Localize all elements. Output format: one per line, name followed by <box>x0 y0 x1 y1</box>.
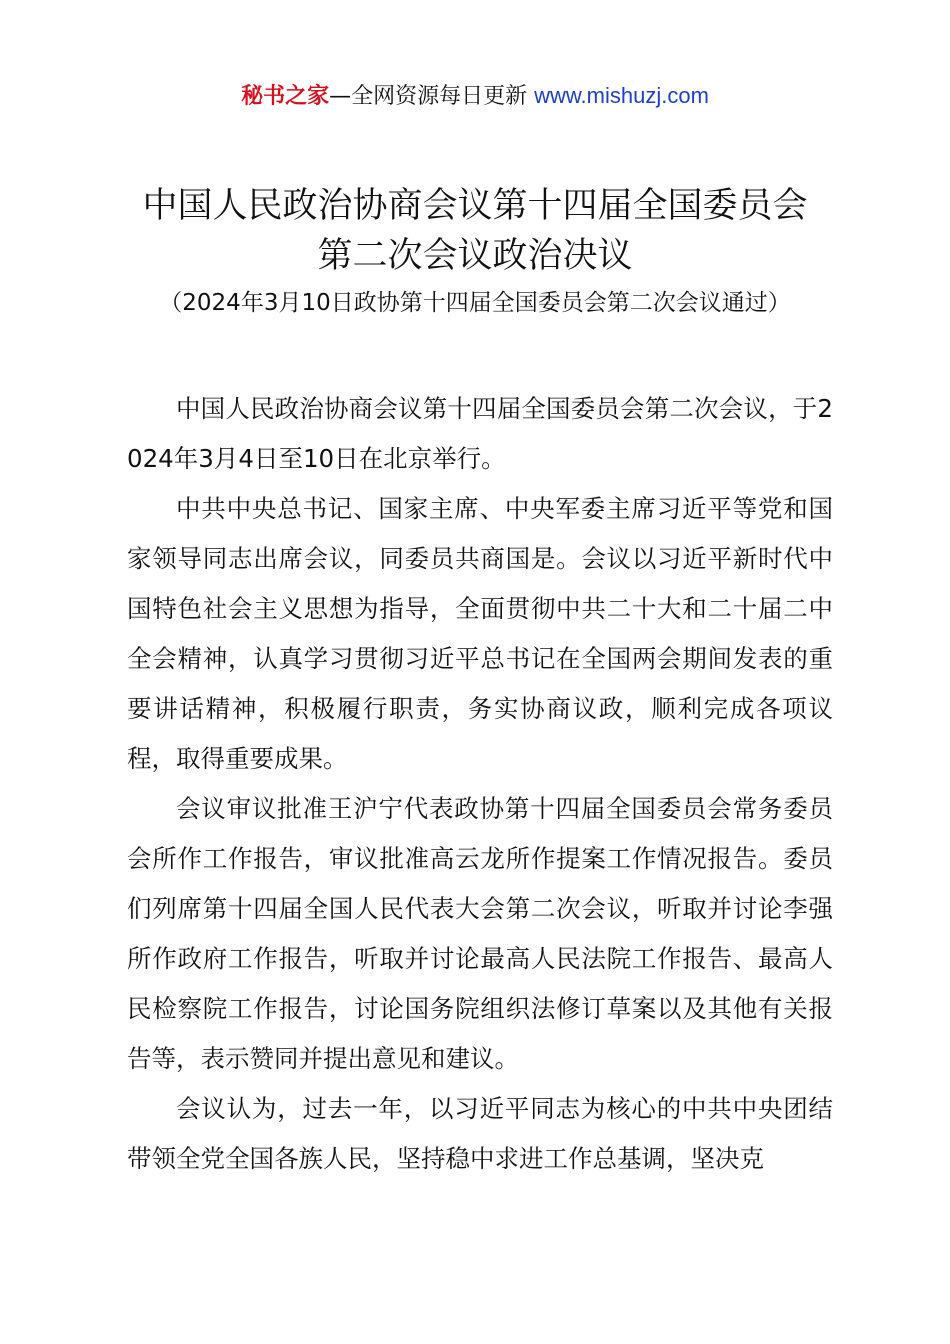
document-subtitle: （2024年3月10日政协第十四届全国委员会第二次会议通过） <box>159 290 791 316</box>
site-slogan: —全网资源每日更新 <box>329 84 535 109</box>
document-title-line-1: 中国人民政治协商会议第十四届全国委员会 <box>142 186 808 226</box>
document-body <box>127 384 833 1184</box>
document-title-line-2: 第二次会议政治决议 <box>317 236 633 276</box>
paragraph-2: 中共中央总书记、国家主席、中央军委主席习近平等党和国家领导同志出席会议，同委员共商国是。会议以习近平新时代中国特色社会主义思想为指导，全面贯彻中共二十大和二十届二中全会精神，认真学习贯彻习近平总书记在全国两会期间发表的重要讲话精神，积极履行职责，务实协商议政，顺利完成各项议程，取得重要成果。 <box>127 494 833 773</box>
paragraph-4: 会议认为，过去一年，以习近平同志为核心的中共中央团结带领全党全国各族人民，坚持稳中求进工作总基调，坚决克 <box>127 1094 833 1173</box>
site-brand: 秘书之家 <box>241 84 330 109</box>
site-header <box>0 80 950 113</box>
paragraph-3: 会议审议批准王沪宁代表政协第十四届全国委员会常务委员会所作工作报告，审议批准高云龙所作提案工作情况报告。委员们列席第十四届全国人民代表大会第二次会议，听取并讨论李强所作政府工作报告，听取并讨论最高人民法院工作报告、最高人民检察院工作报告，讨论国务院组织法修订草案以及其他有关报告等，表示赞同并提出意见和建议。 <box>127 794 833 1073</box>
paragraph-1: 中国人民政治协商会议第十四届全国委员会第二次会议，于2024年3月4日至10日在北京举行。 <box>127 394 833 473</box>
site-url-link[interactable]: www.mishuzj.com <box>534 83 709 108</box>
